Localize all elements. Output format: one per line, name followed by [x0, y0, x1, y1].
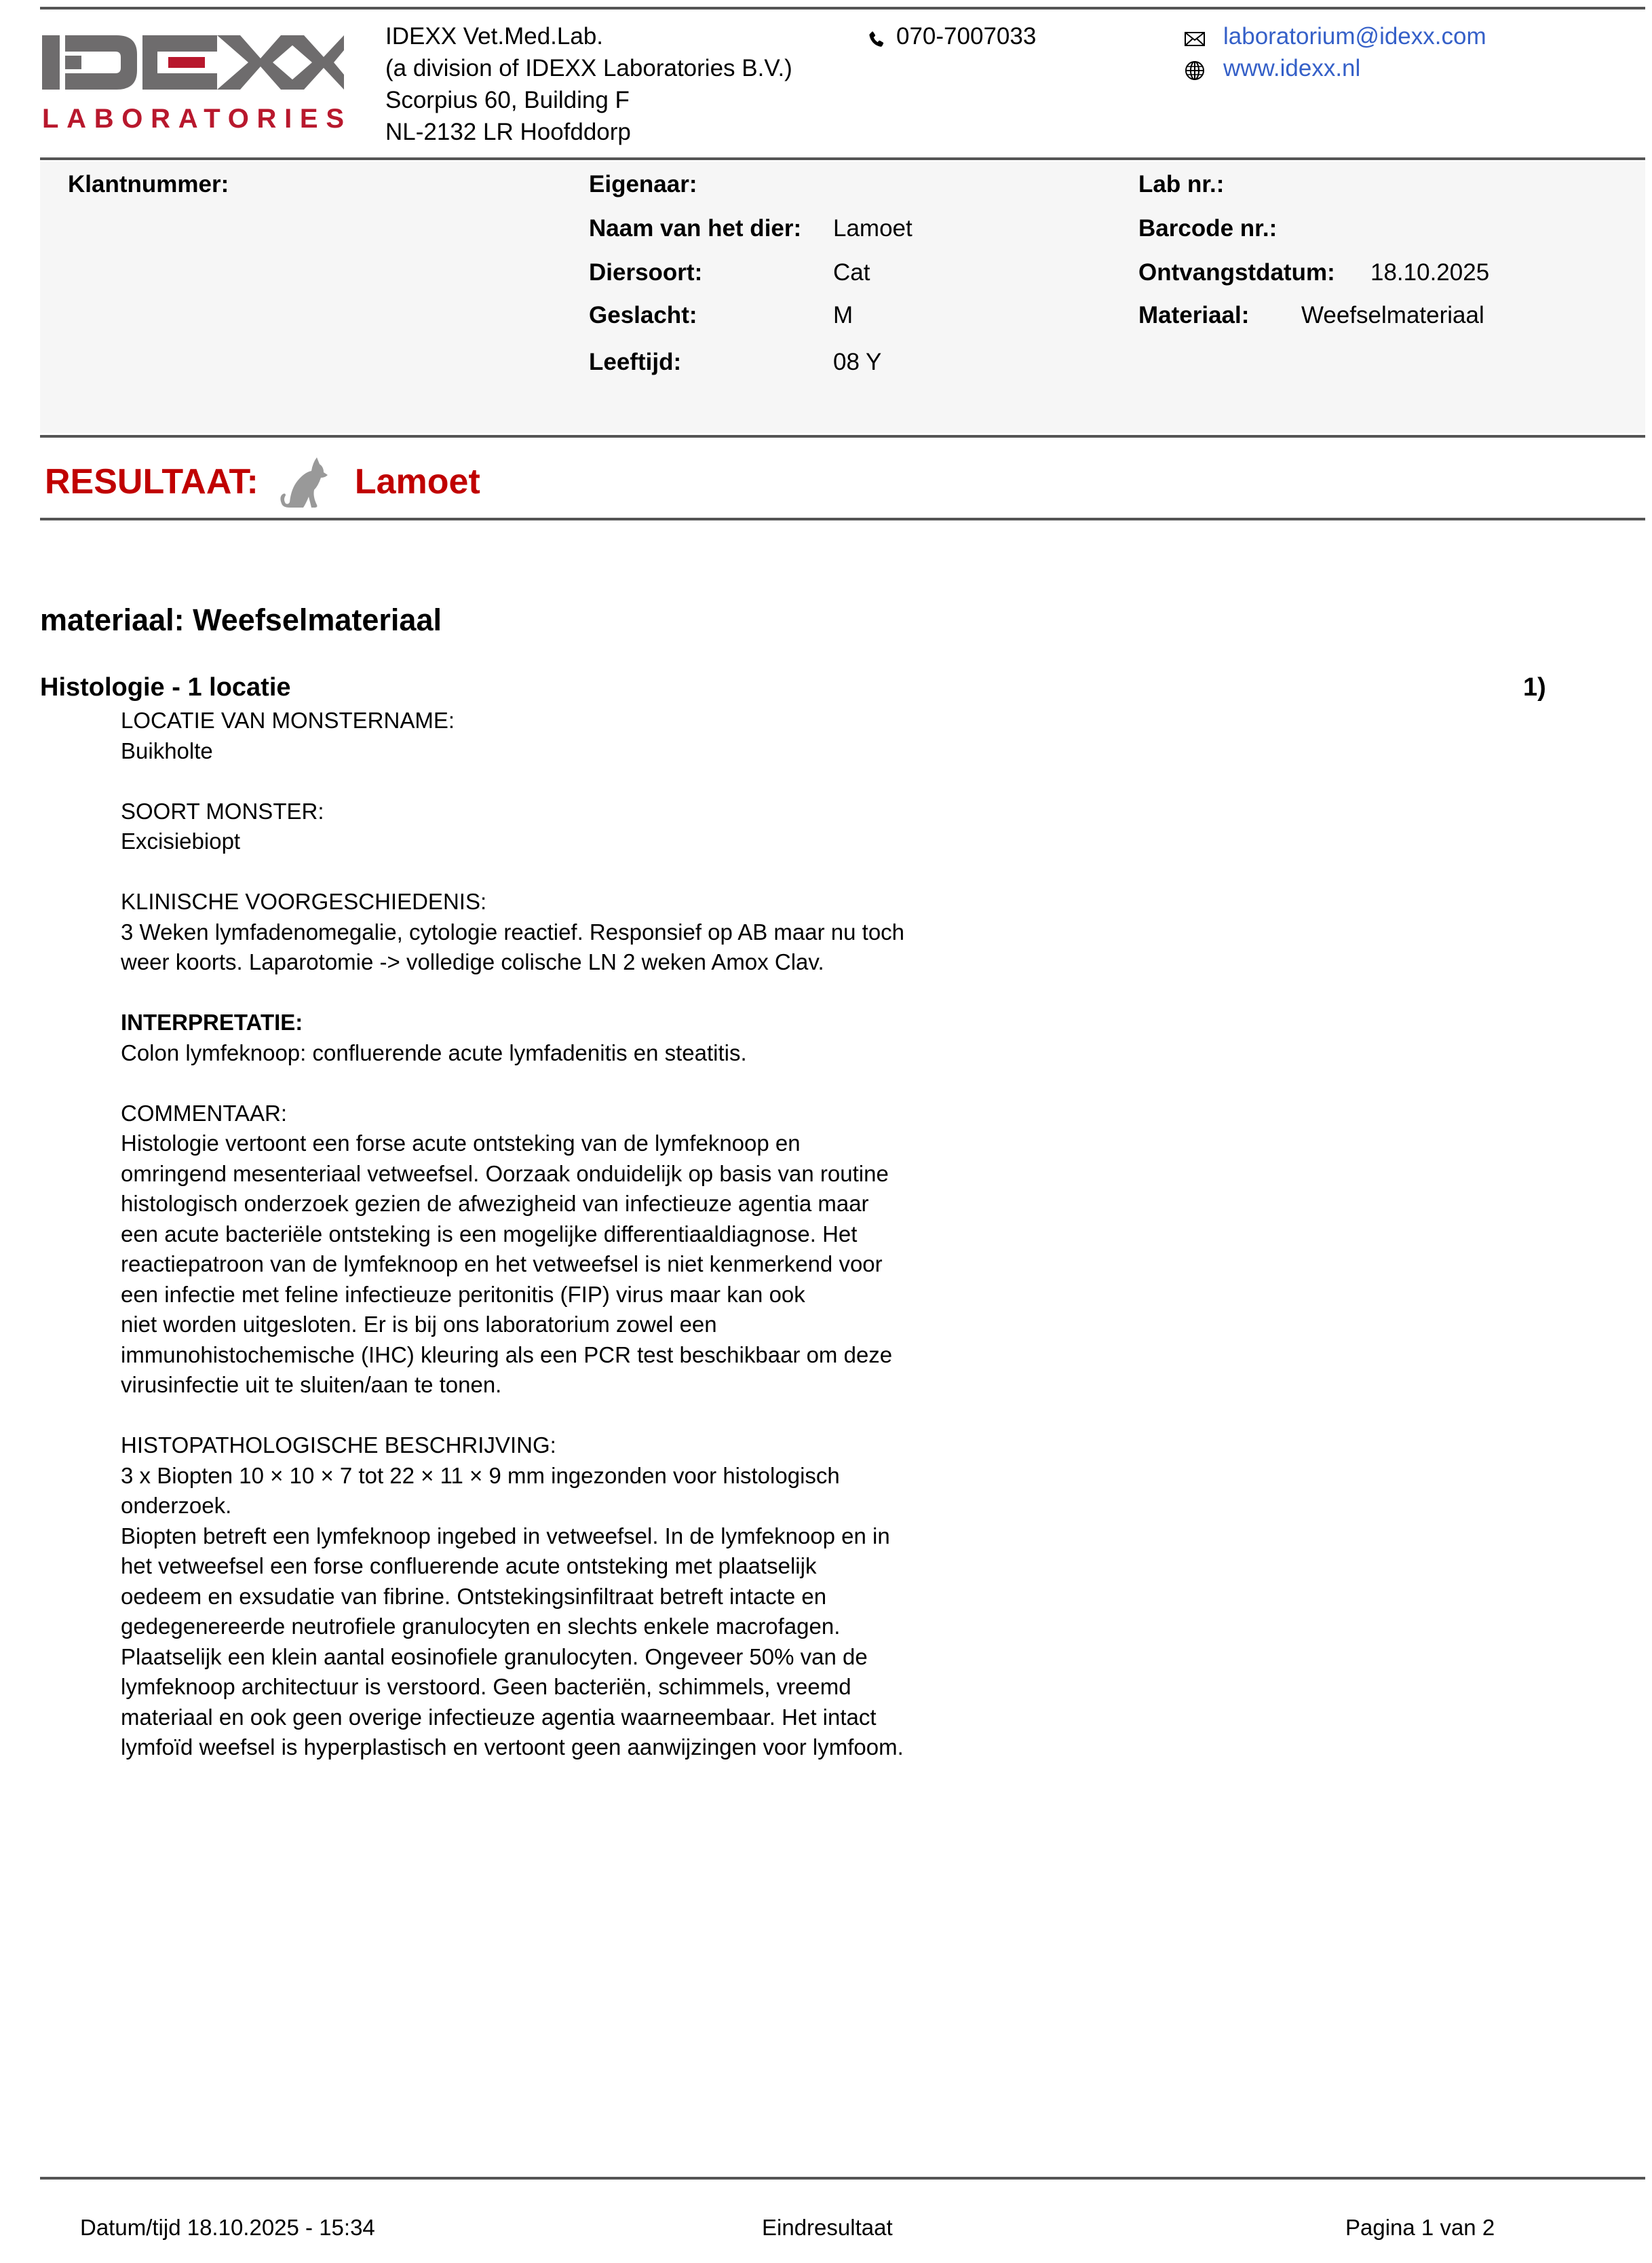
section-text-line: Buikholte [121, 738, 213, 763]
email-link[interactable]: laboratorium@idexx.com [1223, 23, 1486, 50]
info-bottom-divider [40, 435, 1645, 438]
address-line: Scorpius 60, Building F [385, 87, 630, 113]
section-heading: INTERPRETATIE: [121, 1010, 303, 1035]
globe-icon [1184, 58, 1206, 79]
patient-info-panel [40, 161, 1645, 433]
section-heading: LOCATIE VAN MONSTERNAME: [121, 708, 455, 733]
histology-title: Histologie - 1 locatie [40, 673, 291, 702]
section-heading: COMMENTAAR: [121, 1100, 288, 1126]
section-text-line: reactiepatroon van de lymfeknoop en het vetweefsel is niet kenmerkend voor [121, 1251, 883, 1276]
section-text-line: materiaal en ook geen overige infectieuze agentia waarneembaar. Het intact [121, 1704, 877, 1730]
website-link[interactable]: www.idexx.nl [1223, 55, 1361, 81]
section-text-line: Biopten betreft een lymfeknoop ingebed in vetweefsel. In de lymfeknoop en in [121, 1523, 890, 1548]
material-section-title: materiaal: Weefselmateriaal [40, 603, 442, 637]
address-line: NL-2132 LR Hoofddorp [385, 119, 631, 145]
report-section [121, 887, 1003, 978]
material-label: Materiaal: [1138, 302, 1250, 328]
section-text-line: weer koorts. Laparotomie -> volledige colische LN 2 weken Amox Clav. [121, 949, 824, 974]
section-text-line: lymfeknoop architectuur is verstoord. Geen bacteriën, schimmels, vreemd [121, 1674, 851, 1699]
idexx-logo [42, 35, 344, 130]
phone-number: 070-7007033 [896, 23, 1037, 50]
sex-label: Geslacht: [589, 302, 697, 328]
histology-reference: 1) [1523, 673, 1546, 702]
age-value: 08 Y [833, 349, 882, 375]
animal-name-value: Lamoet [833, 215, 913, 242]
address-line: (a division of IDEXX Laboratories B.V.) [385, 55, 792, 81]
result-header [45, 455, 480, 509]
report-section [121, 1099, 1003, 1401]
phone-contact [866, 20, 1036, 52]
section-text-line: onderzoek. [121, 1493, 232, 1518]
section-text-line: een acute bacteriële ontsteking is een mogelijke differentiaaldiagnose. Het [121, 1221, 858, 1247]
report-section [121, 1430, 1003, 1763]
section-text-line: niet worden uitgesloten. Er is bij ons laboratorium zowel een [121, 1312, 717, 1337]
section-text-line: virusinfectie uit te sluiten/aan te tonen. [121, 1372, 502, 1397]
section-text-line: gedegenereerde neutrofiele granulocyten en slechts enkele macrofagen. [121, 1614, 841, 1639]
lab-address [385, 20, 792, 148]
material-value: Weefselmateriaal [1301, 302, 1484, 328]
report-section [121, 706, 1003, 766]
envelope-icon [1184, 26, 1206, 47]
section-text-line: Plaatselijk een klein aantal eosinofiele granulocyten. Ongeveer 50% van de [121, 1643, 868, 1669]
email-contact [1184, 20, 1486, 52]
species-label: Diersoort: [589, 259, 703, 286]
header-top-divider [40, 7, 1645, 9]
received-date-value: 18.10.2025 [1370, 259, 1490, 286]
section-text-line: immunohistochemische (IHC) kleuring als een PCR test beschikbaar om deze [121, 1342, 893, 1367]
footer-divider [40, 2177, 1645, 2180]
footer-status: Eindresultaat [762, 2215, 893, 2240]
report-section [121, 797, 1003, 857]
histology-report-body [121, 706, 1003, 1793]
section-heading: KLINISCHE VOORGESCHIEDENIS: [121, 889, 487, 914]
species-value: Cat [833, 259, 870, 286]
footer-datetime: Datum/tijd 18.10.2025 - 15:34 [80, 2215, 375, 2240]
section-text-line: 3 Weken lymfadenomegalie, cytologie reactief. Responsief op AB maar nu toch [121, 919, 905, 945]
phone-icon [866, 26, 887, 47]
age-label: Leeftijd: [589, 349, 682, 375]
header-bottom-divider [40, 157, 1645, 160]
section-text-line: Histologie vertoont een forse acute ontsteking van de lymfeknoop en [121, 1130, 801, 1156]
section-heading: SOORT MONSTER: [121, 798, 324, 824]
report-section [121, 1008, 1003, 1068]
client-number-label: Klantnummer: [68, 171, 229, 197]
animal-name-label: Naam van het dier: [589, 215, 802, 242]
section-text-line: het vetweefsel een forse confluerende acute ontsteking met plaatselijk [121, 1553, 817, 1578]
section-text-line: 3 x Biopten 10 × 10 × 7 tot 22 × 11 × 9 mm ingezonden voor histologisch [121, 1462, 840, 1488]
sex-value: M [833, 302, 853, 328]
footer-page-number: Pagina 1 van 2 [1345, 2215, 1495, 2240]
section-text-line: lymfoïd weefsel is hyperplastisch en vertoont geen aanwijzingen voor lymfoom. [121, 1734, 904, 1760]
website-contact [1184, 52, 1360, 84]
logo-subtitle: LABORATORIES [42, 104, 344, 130]
received-date-label: Ontvangstdatum: [1138, 259, 1335, 286]
section-text-line: oedeem en exsudatie van fibrine. Ontstekingsinfiltraat betreft intacte en [121, 1583, 827, 1609]
section-text-line: een infectie met feline infectieuze peritonitis (FIP) virus maar kan ook [121, 1281, 805, 1307]
section-heading: HISTOPATHOLOGISCHE BESCHRIJVING: [121, 1432, 556, 1458]
lab-number-label: Lab nr.: [1138, 171, 1225, 197]
owner-label: Eigenaar: [589, 171, 697, 197]
result-divider [40, 518, 1645, 520]
barcode-number-label: Barcode nr.: [1138, 215, 1278, 242]
result-animal-name: Lamoet [354, 462, 480, 501]
result-label: RESULTAAT: [45, 462, 258, 501]
address-line: IDEXX Vet.Med.Lab. [385, 23, 604, 50]
cat-icon [276, 455, 339, 509]
section-text-line: histologisch onderzoek gezien de afwezigheid van infectieuze agentia maar [121, 1191, 869, 1216]
section-text-line: omringend mesenteriaal vetweefsel. Oorzaak onduidelijk op basis van routine [121, 1160, 889, 1186]
section-text-line: Excisiebiopt [121, 829, 241, 854]
section-text-line: Colon lymfeknoop: confluerende acute lymfadenitis en steatitis. [121, 1040, 747, 1065]
